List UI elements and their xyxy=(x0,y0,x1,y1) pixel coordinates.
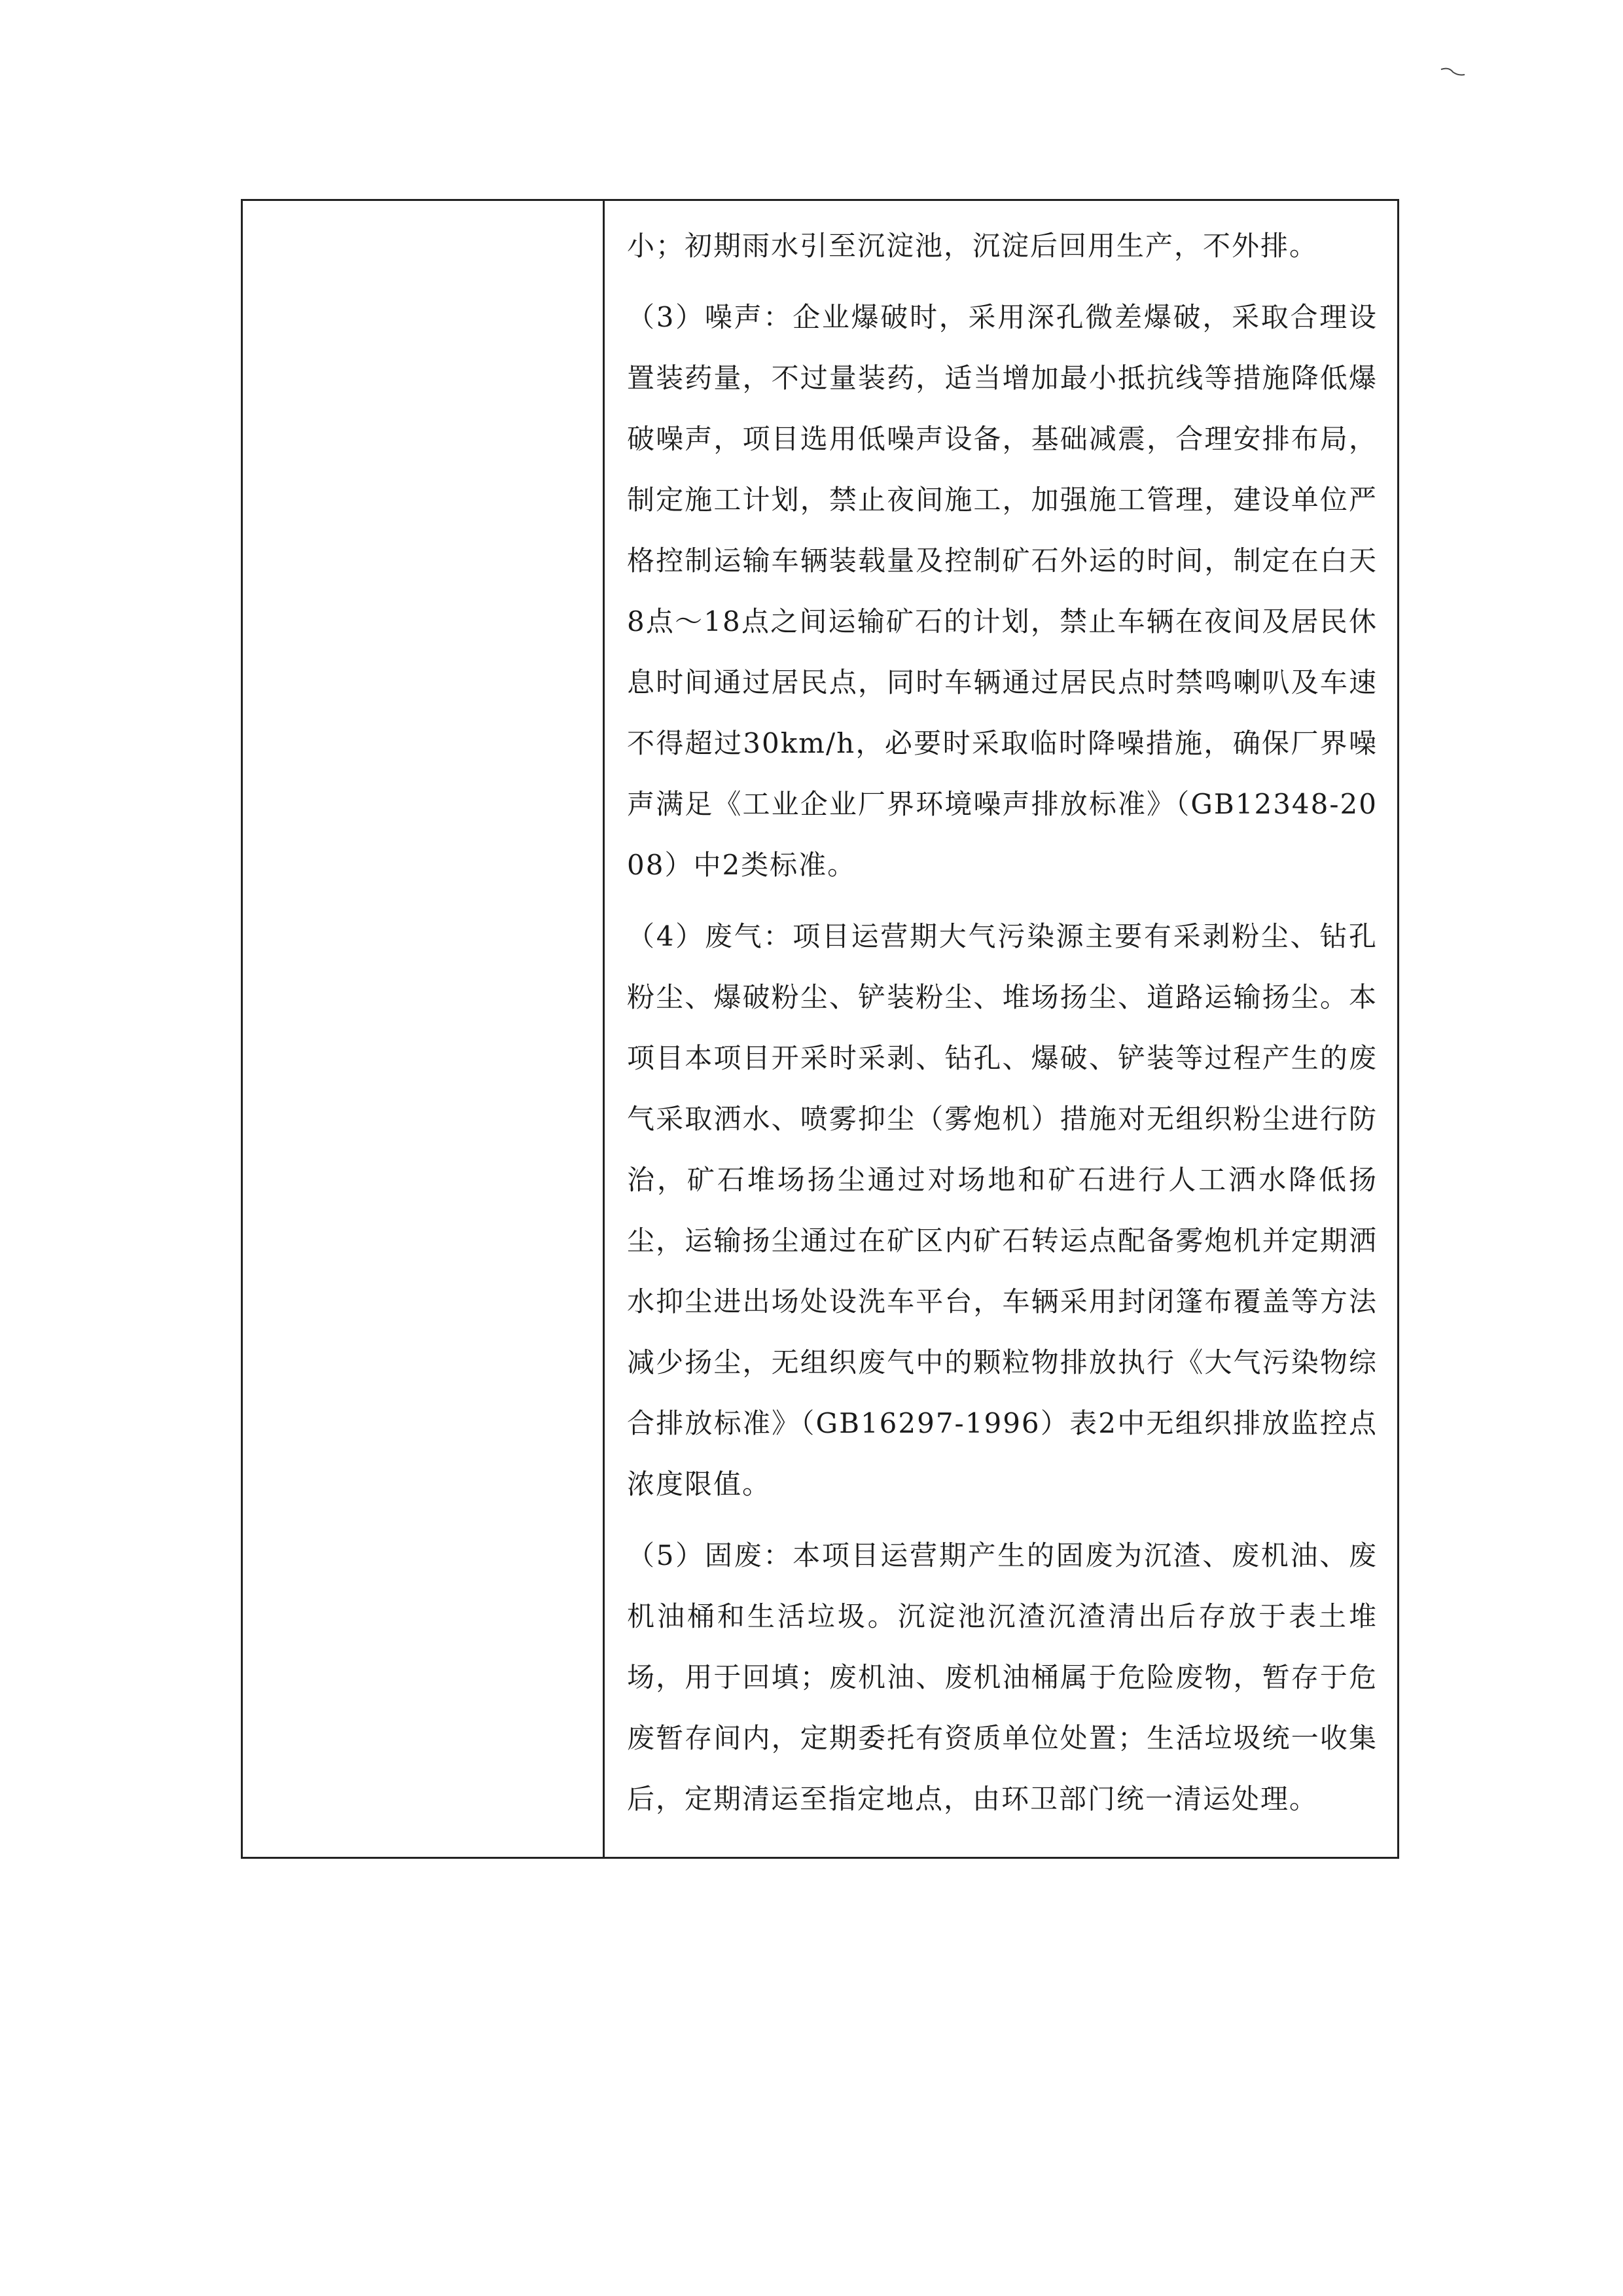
paragraph-exhaust-gas: （4）废气：项目运营期大气污染源主要有采剥粉尘、钻孔粉尘、爆破粉尘、铲装粉尘、堆场扬尘、道路运输扬尘。本项目本项目开采时采剥、钻孔、爆破、铲装等过程产生的废气采取洒水、喷雾抑尘（雾炮机）措施对无组织粉尘进行防治，矿石堆场扬尘通过对场地和矿石进行人工洒水降低扬尘，运输扬尘通过在矿区内矿石转运点配备雾炮机并定期洒水抑尘进出场处设洗车平台，车辆采用封闭篷布覆盖等方法减少扬尘，无组织废气中的颗粒物排放执行《大气污染物综合排放标准》（GB16297-1996）表2中无组织排放监控点浓度限值。 xyxy=(627,920,1378,1500)
paragraph-rainwater: 小；初期雨水引至沉淀池，沉淀后回用生产，不外排。 xyxy=(627,230,1319,262)
paragraph-solid-waste: （5）固废：本项目运营期产生的固废为沉渣、废机油、废机油桶和生活垃圾。沉淀池沉渣沉渣清出后存放于表土堆场，用于回填；废机油、废机油桶属于危险废物，暂存于危废暂存间内，定期委托有资质单位处置；生活垃圾统一收集后，定期清运至指定地点，由环卫部门统一清运处理。 xyxy=(627,1539,1378,1815)
table-right-cell xyxy=(605,201,1397,1857)
table-left-cell xyxy=(243,201,605,1857)
paragraph-noise: （3）噪声：企业爆破时，采用深孔微差爆破，采取合理设置装药量，不过量装药，适当增加最小抵抗线等措施降低爆破噪声，项目选用低噪声设备，基础减震，合理安排布局，制定施工计划，禁止夜间施工，加强施工管理，建设单位严格控制运输车辆装载量及控制矿石外运的时间，制定在白天8点～18点之间运输矿石的计划，禁止车辆在夜间及居民休息时间通过居民点，同时车辆通过居民点时禁鸣喇叭及车速不得超过30km/h，必要时采取临时降噪措施，确保厂界噪声满足《工业企业厂界环境噪声排放标准》（GB12348-2008）中2类标准。 xyxy=(627,301,1378,881)
content-table xyxy=(241,199,1399,1859)
scan-mark xyxy=(1440,65,1466,79)
